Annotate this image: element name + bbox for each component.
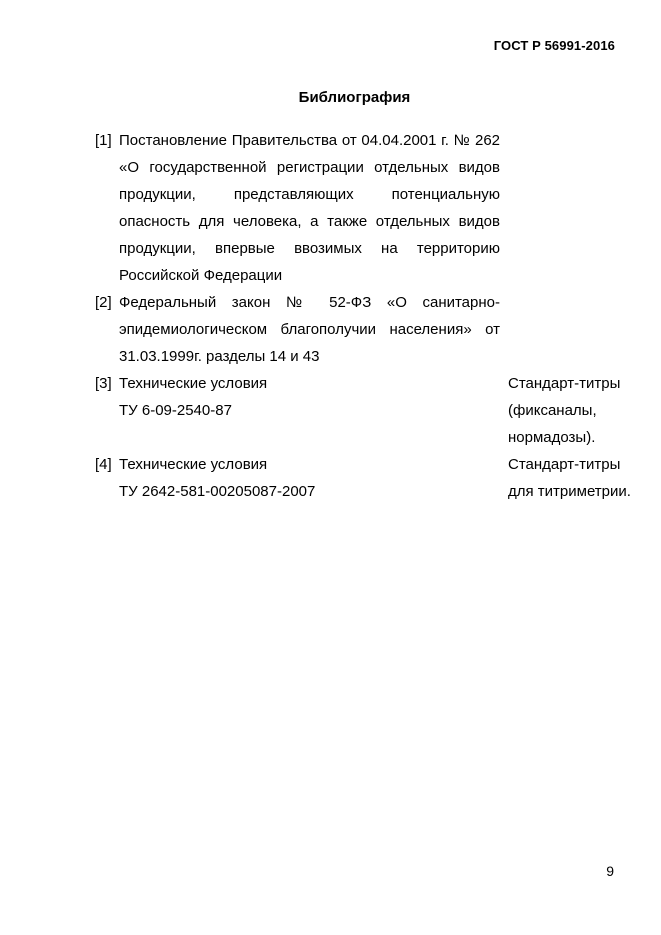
document-code: ГОСТ Р 56991-2016 bbox=[493, 38, 615, 53]
entry-number: [1] bbox=[95, 132, 112, 149]
entry-text: Федеральный закон № 52-ФЗ «О санитарно-эпидемиологическом благополучии населения» от 31.03.1999г. разделы 14 и 43 bbox=[119, 294, 500, 365]
entry-note: Стандарт-титры для титриметрии. bbox=[508, 456, 631, 500]
entry-number: [2] bbox=[95, 294, 112, 311]
bibliography-list bbox=[95, 127, 635, 505]
entry-text bbox=[119, 451, 500, 505]
bibliography-entry-4 bbox=[95, 451, 635, 505]
entry-text-line: Технические условия bbox=[119, 456, 268, 473]
entry-text-line: Технические условия bbox=[119, 375, 268, 392]
entry-standard-code: ТУ 2642-581-00205087-2007 bbox=[119, 483, 316, 500]
entry-number: [3] bbox=[95, 375, 112, 392]
bibliography-entry-1 bbox=[95, 127, 635, 289]
entry-standard-code: ТУ 6-09-2540-87 bbox=[119, 402, 232, 419]
entry-text: Постановление Правительства от 04.04.2001 г. № 262 «О государственной регистрации отдельных видов продукции, представляющих потенциальную опасность для человека, а также отдельных видов продукции, впервые ввозимых на территорию Российской Федерации bbox=[119, 132, 500, 284]
bibliography-entry-2 bbox=[95, 289, 635, 370]
entry-note: Стандарт-титры (фиксаналы, нормадозы). bbox=[508, 375, 621, 446]
bibliography-title: Библиография bbox=[298, 89, 411, 106]
entry-number: [4] bbox=[95, 456, 112, 473]
page-number: 9 bbox=[606, 863, 614, 879]
bibliography-entry-3 bbox=[95, 370, 635, 451]
entry-text bbox=[119, 370, 500, 424]
